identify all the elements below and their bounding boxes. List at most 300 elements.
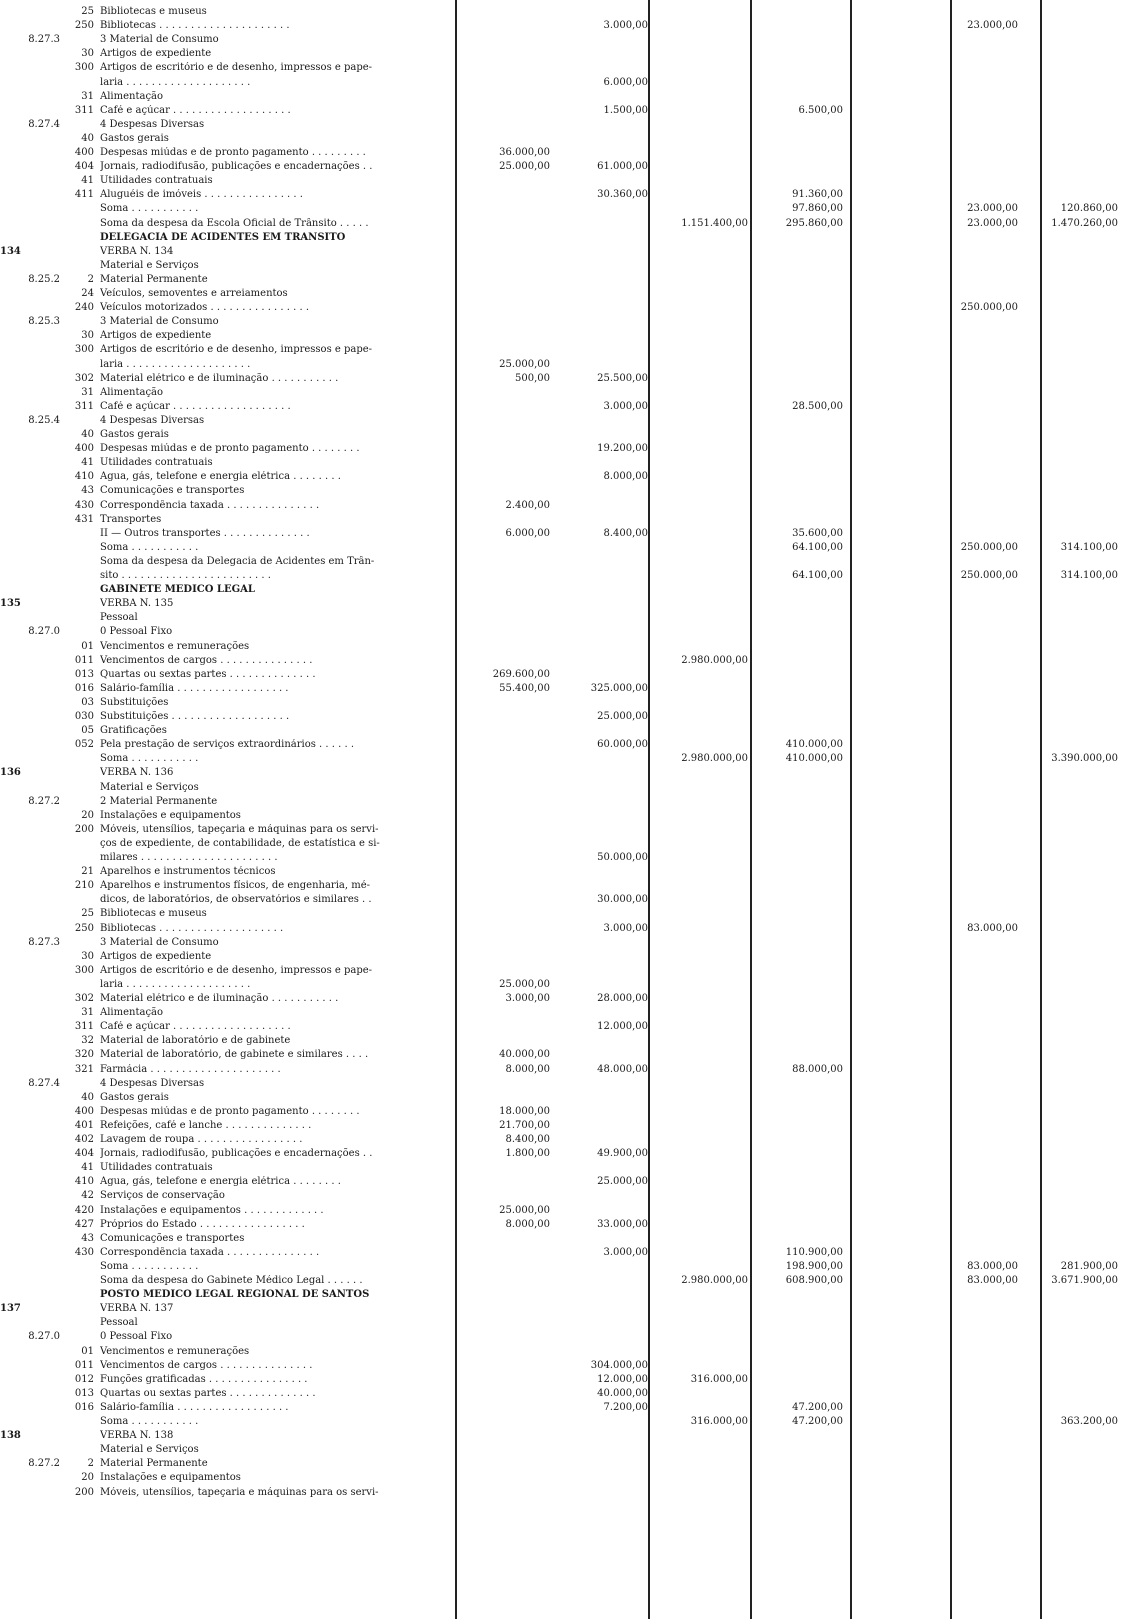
- ledger-line: [0, 514, 1127, 525]
- amount-col-4: 608.900,00: [785, 1275, 843, 1286]
- ledger-line: [0, 6, 1127, 17]
- line-description: Café e açúcar . . . . . . . . . . . . . . . . . . .: [100, 1021, 291, 1033]
- amount-col-1: 3.000,00: [505, 993, 550, 1004]
- element-code: 21: [81, 866, 94, 878]
- line-description: GABINETE MÉDICO LEGAL: [100, 584, 255, 596]
- amount-col-2: 28.000,00: [597, 993, 648, 1004]
- ledger-line: [0, 711, 1127, 722]
- amount-col-5: 250.000,00: [960, 570, 1018, 581]
- ledger-line: [0, 683, 1127, 694]
- amount-col-2: 33.000,00: [597, 1218, 648, 1230]
- amount-col-1: 25.000,00: [499, 358, 550, 370]
- ledger-line: [0, 767, 1127, 778]
- element-code: 302: [74, 993, 94, 1004]
- line-description: laria . . . . . . . . . . . . . . . . . . . .: [100, 978, 251, 990]
- ledger-line: [0, 48, 1127, 59]
- line-description: Utilidades contratuais: [100, 457, 213, 469]
- element-code: 25: [81, 6, 94, 17]
- line-description: Soma da despesa da Escola Oficial de Trânsito . . . . .: [100, 217, 369, 229]
- amount-col-2: 61.000,00: [597, 161, 648, 173]
- ledger-line: [0, 584, 1127, 595]
- element-code: 42: [81, 1190, 94, 1202]
- element-code: 43: [81, 485, 94, 497]
- line-description: Material e Serviços: [100, 259, 199, 271]
- element-code: 431: [74, 513, 94, 525]
- amount-col-2: 30.360,00: [597, 189, 648, 201]
- verba-number: 137: [0, 1303, 21, 1315]
- classification-code: 8.25.3: [28, 316, 60, 328]
- ledger-line: [0, 246, 1127, 257]
- element-code: 400: [74, 147, 94, 158]
- ledger-line: [0, 1176, 1127, 1187]
- element-code: 427: [74, 1218, 94, 1230]
- verba-number: 136: [0, 767, 21, 779]
- amount-col-4: 47.200,00: [792, 1416, 843, 1427]
- ledger-line: [0, 105, 1127, 116]
- classification-code: 8.27.2: [28, 1458, 60, 1470]
- line-description: Material e Serviços: [100, 1444, 199, 1456]
- amount-col-2: 12.000,00: [597, 1021, 648, 1033]
- line-description: Lavagem de roupa . . . . . . . . . . . . . . . . .: [100, 1134, 303, 1145]
- line-description: 4 Despesas Diversas: [100, 118, 205, 130]
- element-code: 404: [74, 161, 94, 173]
- amount-col-1: 40.000,00: [499, 1049, 550, 1061]
- element-code: 013: [74, 1387, 94, 1399]
- ledger-line: [0, 979, 1127, 990]
- amount-col-2: 3.000,00: [603, 922, 648, 934]
- amount-col-2: 12.000,00: [597, 1373, 648, 1385]
- line-description: Vencimentos de cargos . . . . . . . . . . . . . . .: [100, 654, 313, 666]
- ledger-line: [0, 838, 1127, 849]
- element-code: 300: [74, 344, 94, 356]
- classification-code: 8.27.3: [28, 34, 60, 46]
- line-description: Água, gás, telefone e energia elétrica . . . . . . . .: [100, 1176, 341, 1188]
- element-code: 400: [74, 443, 94, 455]
- ledger-line: [0, 1007, 1127, 1018]
- line-description: 3 Material de Consumo: [100, 936, 219, 948]
- line-description: Veículos, semoventes e arreiamentos: [100, 288, 288, 299]
- verba-number: 134: [0, 245, 21, 257]
- ledger-line: [0, 1247, 1127, 1258]
- ledger-line: [0, 1205, 1127, 1216]
- ledger-line: [0, 1148, 1127, 1159]
- ledger-line: [0, 62, 1127, 73]
- ledger-line: [0, 471, 1127, 482]
- amount-col-2: 8.000,00: [603, 471, 648, 483]
- amount-col-2: 8.400,00: [603, 527, 648, 539]
- ledger-line: [0, 316, 1127, 327]
- line-description: Aparelhos e instrumentos físicos, de engenharia, mé-: [100, 880, 370, 892]
- amount-col-1: 500,00: [515, 372, 550, 384]
- line-description: Transportes: [100, 513, 162, 525]
- ledger-line: [0, 1275, 1127, 1286]
- amount-col-4: 35.600,00: [792, 527, 843, 539]
- ledger-line: [0, 1303, 1127, 1314]
- element-code: 03: [81, 696, 94, 708]
- ledger-line: [0, 612, 1127, 623]
- amount-col-6: 363.200,00: [1060, 1416, 1118, 1427]
- amount-col-2: 48.000,00: [597, 1063, 648, 1075]
- line-description: Material elétrico e de iluminação . . . . . . . . . . .: [100, 372, 339, 384]
- amount-col-4: 97.860,00: [792, 203, 843, 215]
- amount-col-1: 8.000,00: [505, 1218, 550, 1230]
- ledger-line: [0, 1360, 1127, 1371]
- line-description: Veículos motorizados . . . . . . . . . . . . . . . .: [100, 302, 310, 314]
- amount-col-1: 18.000,00: [499, 1105, 550, 1117]
- line-description: sito . . . . . . . . . . . . . . . . . . . . . . . .: [100, 570, 271, 581]
- element-code: 32: [81, 1035, 94, 1047]
- ledger-line: [0, 951, 1127, 962]
- classification-code: 8.27.0: [28, 626, 60, 638]
- amount-col-3: 316.000,00: [690, 1373, 748, 1385]
- amount-col-3: 2.980.000,00: [681, 753, 748, 765]
- line-description: laria . . . . . . . . . . . . . . . . . . . .: [100, 358, 251, 370]
- ledger-line: [0, 697, 1127, 708]
- ledger-line: [0, 260, 1127, 271]
- amount-col-2: 7.200,00: [603, 1401, 648, 1413]
- ledger-line: [0, 852, 1127, 863]
- line-description: Alimentação: [100, 386, 164, 398]
- element-code: 321: [74, 1063, 94, 1075]
- ledger-line: [0, 218, 1127, 229]
- amount-col-2: 3.000,00: [603, 20, 648, 32]
- line-description: Refeições, café e lanche . . . . . . . . . . . . . .: [100, 1119, 312, 1131]
- element-code: 052: [74, 739, 94, 751]
- amount-col-5: 250.000,00: [960, 302, 1018, 314]
- line-description: Substituições . . . . . . . . . . . . . . . . . . .: [100, 711, 290, 722]
- ledger-line: [0, 824, 1127, 835]
- amount-col-4: 64.100,00: [792, 541, 843, 553]
- line-description: Soma . . . . . . . . . . .: [100, 203, 199, 215]
- line-description: ços de expediente, de contabilidade, de estatística e si-: [100, 837, 380, 849]
- amount-col-5: 83.000,00: [967, 922, 1018, 934]
- ledger-line: [0, 147, 1127, 158]
- element-code: 30: [81, 950, 94, 962]
- line-description: DELEGACIA DE ACIDENTES EM TRÂNSITO: [100, 231, 346, 243]
- amount-col-3: 1.151.400,00: [681, 217, 748, 229]
- element-code: 2: [87, 1458, 94, 1470]
- ledger-line: [0, 500, 1127, 511]
- element-code: 20: [81, 809, 94, 821]
- ledger-line: [0, 570, 1127, 581]
- verba-number: 138: [0, 1430, 21, 1442]
- ledger-line: [0, 429, 1127, 440]
- element-code: 400: [74, 1105, 94, 1117]
- verba-number: 135: [0, 598, 21, 610]
- ledger-line: [0, 485, 1127, 496]
- line-description: Quartas ou sextas partes . . . . . . . . . . . . . .: [100, 668, 316, 680]
- line-description: 0 Pessoal Fixo: [100, 626, 173, 638]
- element-code: 300: [74, 964, 94, 976]
- line-description: Gastos gerais: [100, 429, 169, 440]
- amount-col-1: 36.000,00: [499, 147, 550, 158]
- line-description: Quartas ou sextas partes . . . . . . . . . . . . . .: [100, 1387, 316, 1399]
- amount-col-6: 1.470.260,00: [1051, 217, 1118, 229]
- amount-col-5: 23.000,00: [967, 203, 1018, 215]
- line-description: Artigos de expediente: [100, 48, 212, 60]
- line-description: 4 Despesas Diversas: [100, 414, 205, 426]
- element-code: 410: [74, 1176, 94, 1188]
- classification-code: 8.25.2: [28, 273, 60, 285]
- amount-col-4: 28.500,00: [792, 400, 843, 412]
- ledger-line: [0, 598, 1127, 609]
- ledger-line: [0, 1430, 1127, 1441]
- line-description: 0 Pessoal Fixo: [100, 1331, 173, 1343]
- ledger-line: [0, 119, 1127, 130]
- amount-col-5: 250.000,00: [960, 541, 1018, 553]
- element-code: 31: [81, 386, 94, 398]
- line-description: Café e açúcar . . . . . . . . . . . . . . . . . . .: [100, 104, 291, 116]
- ledger-line: [0, 1162, 1127, 1173]
- classification-code: 8.27.2: [28, 795, 60, 807]
- ledger-line: [0, 443, 1127, 454]
- ledger-line: [0, 993, 1127, 1004]
- amount-col-2: 6.000,00: [603, 76, 648, 88]
- line-description: Gratificações: [100, 725, 167, 737]
- ledger-line: [0, 1120, 1127, 1131]
- element-code: 210: [74, 880, 94, 892]
- element-code: 43: [81, 1232, 94, 1244]
- element-code: 40: [81, 132, 94, 144]
- ledger-line: [0, 542, 1127, 553]
- line-description: 4 Despesas Diversas: [100, 1077, 205, 1089]
- element-code: 41: [81, 1162, 94, 1174]
- line-description: Alimentação: [100, 1007, 164, 1019]
- amount-col-1: 25.000,00: [499, 978, 550, 990]
- line-description: II — Outros transportes . . . . . . . . . . . . . .: [100, 527, 310, 539]
- amount-col-5: 23.000,00: [967, 217, 1018, 229]
- ledger-line: [0, 894, 1127, 905]
- ledger-line: [0, 1289, 1127, 1300]
- ledger-line: [0, 1388, 1127, 1399]
- amount-col-6: 314.100,00: [1060, 570, 1118, 581]
- ledger-line: [0, 373, 1127, 384]
- ledger-line: [0, 274, 1127, 285]
- amount-col-4: 198.900,00: [785, 1260, 843, 1272]
- ledger-line: [0, 77, 1127, 88]
- element-code: 25: [81, 908, 94, 920]
- ledger-line: [0, 1035, 1127, 1046]
- line-description: Material Permanente: [100, 1458, 208, 1470]
- ledger-line: [0, 1374, 1127, 1385]
- line-description: Jornais, radiodifusão, publicações e encadernações . .: [100, 1148, 373, 1160]
- ledger-line: [0, 1402, 1127, 1413]
- amount-col-4: 410.000,00: [785, 753, 843, 765]
- line-description: Pela prestação de serviços extraordinários . . . . . .: [100, 739, 355, 751]
- line-description: Vencimentos e remunerações: [100, 640, 250, 652]
- line-description: VERBA N. 135: [100, 598, 174, 610]
- element-code: 013: [74, 668, 94, 680]
- ledger-line: [0, 782, 1127, 793]
- line-description: Artigos de escritório e de desenho, impressos e pape-: [100, 344, 373, 356]
- ledger-line: [0, 175, 1127, 186]
- line-description: VERBA N. 138: [100, 1430, 174, 1442]
- line-description: Aparelhos e instrumentos técnicos: [100, 866, 276, 878]
- amount-col-2: 50.000,00: [597, 852, 648, 863]
- line-description: Artigos de escritório e de desenho, impressos e pape-: [100, 62, 373, 74]
- line-description: 3 Material de Consumo: [100, 34, 219, 46]
- element-code: 420: [74, 1204, 94, 1216]
- element-code: 320: [74, 1049, 94, 1061]
- element-code: 24: [81, 288, 94, 299]
- line-description: Gastos gerais: [100, 132, 169, 144]
- element-code: 41: [81, 175, 94, 187]
- line-description: Soma . . . . . . . . . . .: [100, 1260, 199, 1272]
- line-description: Instalações e equipamentos: [100, 1472, 241, 1484]
- amount-col-5: 83.000,00: [967, 1260, 1018, 1272]
- ledger-line: [0, 1444, 1127, 1455]
- ledger-line: [0, 34, 1127, 45]
- classification-code: 8.27.4: [28, 1077, 60, 1089]
- line-description: POSTO MÉDICO LEGAL REGIONAL DE SANTOS: [100, 1289, 370, 1301]
- element-code: 240: [74, 302, 94, 314]
- ledger-line: [0, 810, 1127, 821]
- line-description: Vencimentos e remunerações: [100, 1345, 250, 1357]
- element-code: 030: [74, 711, 94, 722]
- ledger-line: [0, 753, 1127, 764]
- amount-col-4: 410.000,00: [785, 739, 843, 751]
- line-description: Comunicações e transportes: [100, 1232, 245, 1244]
- line-description: Soma . . . . . . . . . . .: [100, 753, 199, 765]
- amount-col-3: 2.980.000,00: [681, 1275, 748, 1286]
- amount-col-2: 60.000,00: [597, 739, 648, 751]
- line-description: laria . . . . . . . . . . . . . . . . . . . .: [100, 76, 251, 88]
- ledger-line: [0, 796, 1127, 807]
- element-code: 31: [81, 1007, 94, 1019]
- amount-col-2: 30.000,00: [597, 894, 648, 906]
- line-description: Bibliotecas e museus: [100, 908, 207, 920]
- element-code: 404: [74, 1148, 94, 1160]
- amount-col-6: 281.900,00: [1060, 1260, 1118, 1272]
- line-description: Bibliotecas . . . . . . . . . . . . . . . . . . . . .: [100, 20, 290, 32]
- line-description: Vencimentos de cargos . . . . . . . . . . . . . . .: [100, 1359, 313, 1371]
- line-description: Instalações e equipamentos . . . . . . . . . . . . .: [100, 1204, 324, 1216]
- ledger-line: [0, 189, 1127, 200]
- element-code: 200: [74, 823, 94, 835]
- amount-col-4: 6.500,00: [798, 104, 843, 116]
- amount-col-1: 8.000,00: [505, 1063, 550, 1075]
- element-code: 430: [74, 1246, 94, 1258]
- element-code: 30: [81, 48, 94, 60]
- amount-col-2: 25.000,00: [597, 711, 648, 722]
- ledger-line: [0, 1064, 1127, 1075]
- ledger-line: [0, 161, 1127, 172]
- line-description: Utilidades contratuais: [100, 1162, 213, 1174]
- ledger-line: [0, 288, 1127, 299]
- amount-col-4: 88.000,00: [792, 1063, 843, 1075]
- ledger-line: [0, 359, 1127, 370]
- ledger-line: [0, 1331, 1127, 1342]
- ledger-line: [0, 1472, 1127, 1483]
- ledger-line: [0, 1416, 1127, 1427]
- line-description: Próprios do Estado . . . . . . . . . . . . . . . . .: [100, 1218, 305, 1230]
- amount-col-1: 55.400,00: [499, 682, 550, 694]
- line-description: Correspondência taxada . . . . . . . . . . . . . . .: [100, 499, 320, 511]
- line-description: 2 Material Permanente: [100, 795, 218, 807]
- line-description: Pessoal: [100, 612, 138, 624]
- line-description: Café e açúcar . . . . . . . . . . . . . . . . . . .: [100, 400, 291, 412]
- ledger-line: [0, 330, 1127, 341]
- amount-col-1: 25.000,00: [499, 1204, 550, 1216]
- line-description: Pessoal: [100, 1317, 138, 1329]
- ledger-line: [0, 725, 1127, 736]
- ledger-line: [0, 1317, 1127, 1328]
- line-description: Material Permanente: [100, 273, 208, 285]
- amount-col-1: 6.000,00: [505, 527, 550, 539]
- ledger-line: [0, 1092, 1127, 1103]
- element-code: 01: [81, 640, 94, 652]
- line-description: Funções gratificadas . . . . . . . . . . . . . . . .: [100, 1373, 308, 1385]
- line-description: Material de laboratório e de gabinete: [100, 1035, 291, 1047]
- amount-col-5: 23.000,00: [967, 20, 1018, 32]
- ledger-line: [0, 1233, 1127, 1244]
- amount-col-2: 3.000,00: [603, 400, 648, 412]
- line-description: Artigos de expediente: [100, 950, 212, 962]
- line-description: Água, gás, telefone e energia elétrica . . . . . . . .: [100, 471, 341, 483]
- line-description: Soma . . . . . . . . . . .: [100, 541, 199, 553]
- ledger-line: [0, 1346, 1127, 1357]
- element-code: 016: [74, 1401, 94, 1413]
- element-code: 31: [81, 90, 94, 102]
- amount-col-2: 1.500,00: [603, 104, 648, 116]
- ledger-line: [0, 387, 1127, 398]
- line-description: Soma da despesa do Gabinete Médico Legal . . . . . .: [100, 1275, 363, 1286]
- line-description: Artigos de expediente: [100, 330, 212, 342]
- ledger-line: [0, 937, 1127, 948]
- amount-col-1: 21.700,00: [499, 1119, 550, 1131]
- amount-col-2: 40.000,00: [597, 1387, 648, 1399]
- line-description: Móveis, utensílios, tapeçaria e máquinas para os servi-: [100, 823, 379, 835]
- line-description: milares . . . . . . . . . . . . . . . . . . . . . .: [100, 852, 278, 863]
- line-description: Artigos de escritório e de desenho, impressos e pape-: [100, 964, 373, 976]
- line-description: Serviços de conservação: [100, 1190, 225, 1202]
- line-description: Despesas miúdas e de pronto pagamento . . . . . . . . .: [100, 147, 366, 158]
- ledger-line: [0, 1078, 1127, 1089]
- ledger-line: [0, 669, 1127, 680]
- line-description: Salário-família . . . . . . . . . . . . . . . . . .: [100, 1401, 289, 1413]
- line-description: VERBA N. 137: [100, 1303, 174, 1315]
- amount-col-4: 295.860,00: [785, 217, 843, 229]
- ledger-line: [0, 91, 1127, 102]
- amount-col-4: 47.200,00: [792, 1401, 843, 1413]
- amount-col-1: 269.600,00: [492, 668, 550, 680]
- line-description: Utilidades contratuais: [100, 175, 213, 187]
- element-code: 311: [74, 104, 94, 116]
- ledger-line: [0, 923, 1127, 934]
- line-description: Aluguéis de imóveis . . . . . . . . . . . . . . . .: [100, 189, 303, 201]
- element-code: 011: [74, 654, 94, 666]
- line-description: Despesas miúdas e de pronto pagamento . . . . . . . .: [100, 443, 360, 455]
- classification-code: 8.27.3: [28, 936, 60, 948]
- line-description: Farmácia . . . . . . . . . . . . . . . . . . . . .: [100, 1063, 281, 1075]
- amount-col-1: 8.400,00: [505, 1134, 550, 1145]
- line-description: Comunicações e transportes: [100, 485, 245, 497]
- element-code: 200: [74, 1486, 94, 1498]
- element-code: 300: [74, 62, 94, 74]
- element-code: 311: [74, 400, 94, 412]
- classification-code: 8.27.4: [28, 118, 60, 130]
- ledger-line: [0, 908, 1127, 919]
- amount-col-6: 3.390.000,00: [1051, 753, 1118, 765]
- element-code: 411: [74, 189, 94, 201]
- amount-col-2: 325.000,00: [590, 682, 648, 694]
- amount-col-4: 64.100,00: [792, 570, 843, 581]
- ledger-line: [0, 1487, 1127, 1498]
- amount-col-3: 2.980.000,00: [681, 654, 748, 666]
- amount-col-1: 2.400,00: [505, 499, 550, 511]
- element-code: 250: [74, 922, 94, 934]
- line-description: Despesas miúdas e de pronto pagamento . . . . . . . .: [100, 1105, 360, 1117]
